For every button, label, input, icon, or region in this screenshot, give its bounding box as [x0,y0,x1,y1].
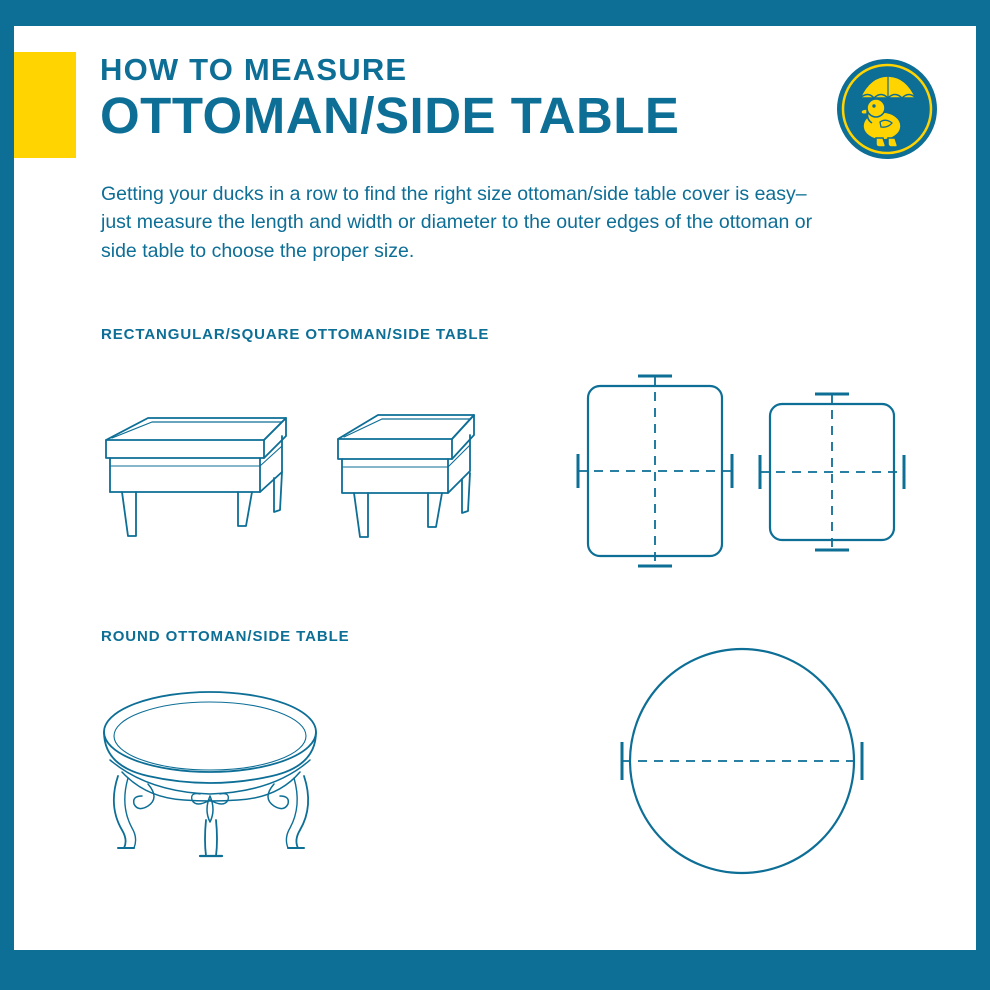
title-ottoman-side-table: OTTOMAN/SIDE TABLE [100,86,680,144]
round-ottoman-perspective [88,680,358,880]
round-topdown-diagram [612,636,872,886]
yellow-accent-block [14,52,76,158]
left-border-bar [0,26,14,950]
square-topdown-diagram [752,388,912,558]
section-label-rectangular: RECTANGULAR/SQUARE OTTOMAN/SIDE TABLE [101,326,490,343]
bottom-border-bar [0,950,990,990]
page-title [100,54,740,142]
rectangular-topdown-diagram [570,372,740,572]
section-label-round: ROUND OTTOMAN/SIDE TABLE [101,628,350,645]
square-ottoman-perspective [322,395,502,550]
title-how-to-measure: HOW TO MEASURE [100,52,408,87]
right-border-bar [976,26,990,950]
top-border-bar [0,0,990,26]
duck-with-umbrella-logo [836,58,938,160]
intro-paragraph: Getting your ducks in a row to find the right size ottoman/side table cover is easy–just measure the length and width or diameter to the outer edges of the ottoman or side table to choose the proper size. [101,183,813,262]
rectangular-ottoman-perspective [88,400,308,550]
